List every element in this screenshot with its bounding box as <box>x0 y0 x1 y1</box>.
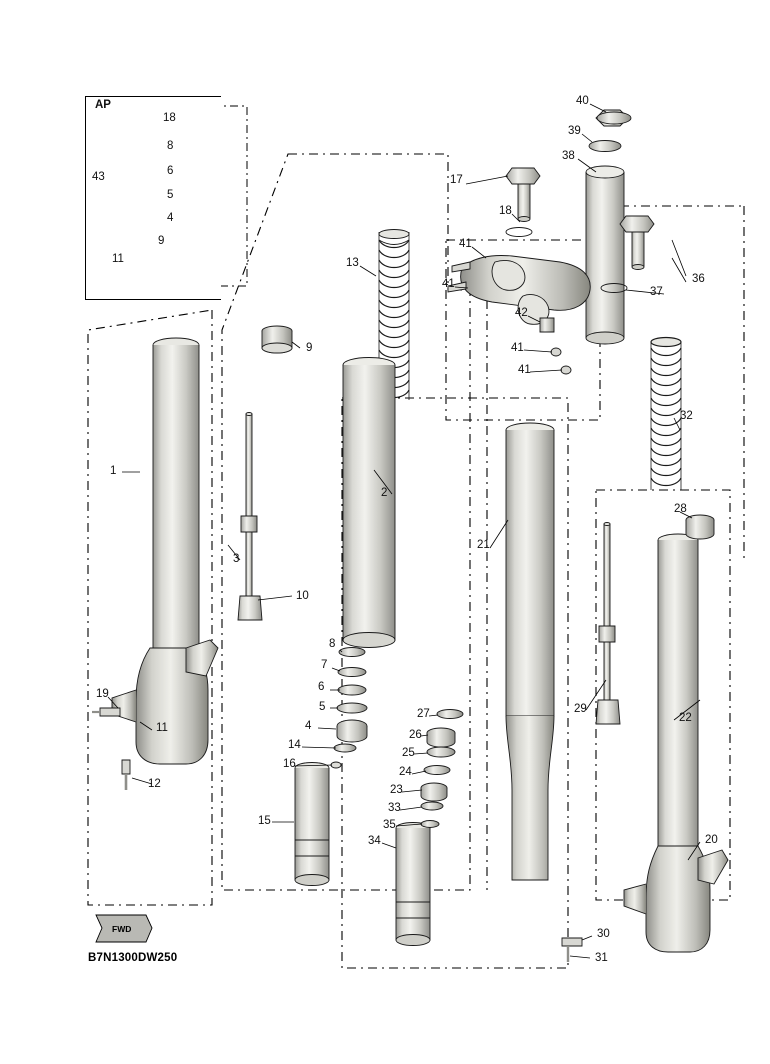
callout-12: 12 <box>148 778 161 790</box>
callout-8: 8 <box>167 140 174 152</box>
callout-19: 19 <box>96 688 109 700</box>
callout-2: 2 <box>381 487 388 499</box>
callout-4: 4 <box>167 212 174 224</box>
callout-9: 9 <box>158 235 165 247</box>
callout-32: 32 <box>680 410 693 422</box>
callout-26: 26 <box>409 729 422 741</box>
callout-18: 18 <box>163 112 176 124</box>
callout-10: 10 <box>296 590 309 602</box>
callout-3: 3 <box>233 553 240 565</box>
callout-28: 28 <box>674 503 687 515</box>
callout-41-a: 41 <box>459 238 472 250</box>
ap-detail-box <box>85 96 221 300</box>
callout-7: 7 <box>321 659 328 671</box>
callout-22: 22 <box>679 712 692 724</box>
callout-23: 23 <box>390 784 403 796</box>
callout-25: 25 <box>402 747 415 759</box>
callout-38: 38 <box>562 150 575 162</box>
callout-5: 5 <box>167 189 174 201</box>
callout-41-c: 41 <box>511 342 524 354</box>
diagram-code: B7N1300DW250 <box>88 952 178 964</box>
callout-37: 37 <box>650 286 663 298</box>
callout-18-upper: 18 <box>499 205 512 217</box>
callout-21: 21 <box>477 539 490 551</box>
callout-24: 24 <box>399 766 412 778</box>
callout-30: 30 <box>597 928 610 940</box>
callout-27: 27 <box>417 708 430 720</box>
callout-29: 29 <box>574 703 587 715</box>
callout-13: 13 <box>346 257 359 269</box>
callout-33: 33 <box>388 802 401 814</box>
callout-39: 39 <box>568 125 581 137</box>
callout-31: 31 <box>595 952 608 964</box>
fwd-marker-label: FWD <box>112 924 132 934</box>
callout-40: 40 <box>576 95 589 107</box>
callout-36: 36 <box>692 273 705 285</box>
callout-6: 6 <box>167 165 174 177</box>
callout-43: 43 <box>92 171 105 183</box>
callout-15: 15 <box>258 815 271 827</box>
callout-42: 42 <box>515 307 528 319</box>
callout-11: 11 <box>112 253 124 265</box>
callout-20: 20 <box>705 834 718 846</box>
callout-34: 34 <box>368 835 381 847</box>
callout-9-lower: 9 <box>306 342 313 354</box>
callout-8-center: 8 <box>329 638 336 650</box>
callout-41-d: 41 <box>518 364 531 376</box>
callout-6-center: 6 <box>318 681 325 693</box>
callout-1: 1 <box>110 465 117 477</box>
callout-14: 14 <box>288 739 301 751</box>
callout-11-lower: 11 <box>156 722 168 734</box>
callout-4-center: 4 <box>305 720 312 732</box>
callout-17: 17 <box>450 174 463 186</box>
ap-box-label: AP <box>95 99 111 111</box>
callout-41-b: 41 <box>442 278 455 290</box>
callout-16: 16 <box>283 758 296 770</box>
callout-5-center: 5 <box>319 701 326 713</box>
callout-35: 35 <box>383 819 396 831</box>
